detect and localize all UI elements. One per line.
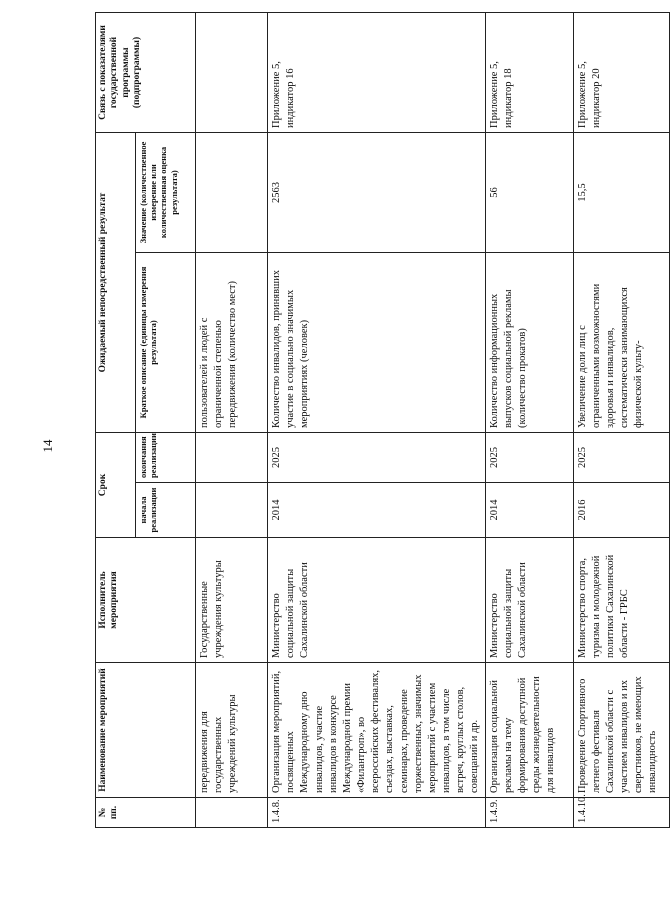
table-row: [573, 13, 669, 828]
row-link: [196, 13, 268, 133]
header-name: Наименование мероприятий: [96, 663, 196, 798]
row-link: Приложение 5, индикатор 16: [268, 13, 486, 133]
row-desc: пользователей и людей с ограниченной степенью передвижения (количество мест): [196, 253, 268, 433]
table-row: [196, 13, 268, 828]
row-desc: Увеличение доли лиц с ограниченными возможностями здоровья и инвалидов, систематически занимающихся физической культу-: [573, 253, 669, 433]
row-num: 1.4.8.: [268, 798, 486, 828]
header-term-start: начала реализации: [136, 483, 196, 538]
row-executor: Государственные учреждения культуры: [196, 538, 268, 663]
row-num: [196, 798, 268, 828]
row-name: передвижения для государственных учреждений культуры: [196, 663, 268, 798]
row-start: 2016: [573, 483, 669, 538]
measures-table: [95, 12, 670, 828]
header-executor: Исполнитель мероприятия: [96, 538, 196, 663]
row-value: [196, 133, 268, 253]
row-start: 2014: [485, 483, 573, 538]
row-value: 2563: [268, 133, 486, 253]
row-desc: Количество инвалидов, принявших участие в социально значимых мероприятиях (человек): [268, 253, 486, 433]
row-link: Приложение 5, индикатор 18: [485, 13, 573, 133]
row-name: Организация социальной рекламы на тему формирования доступной среды жизнедеятельности для инвалидов: [485, 663, 573, 798]
row-link: Приложение 5, индикатор 20: [573, 13, 669, 133]
row-num: 1.4.10.: [573, 798, 669, 828]
row-name: Организация мероприятий, посвященных Международному дню инвалидов, участие инвалидов в конкурсе Международной премии «Филантроп», во всероссийских фестивалях, съездах, выставках, семинарах, проведение торжественных, значимых мероприятий с участием инвалидов, в том числе встреч, круглых столов, совещаний и др.: [268, 663, 486, 798]
row-num: 1.4.9.: [485, 798, 573, 828]
row-value: 15,5: [573, 133, 669, 253]
row-end: 2025: [268, 433, 486, 483]
row-value: 56: [485, 133, 573, 253]
header-row-1: [96, 13, 136, 828]
header-num: № пп.: [96, 798, 196, 828]
row-executor: Министерство социальной защиты Сахалинской области: [485, 538, 573, 663]
row-desc: Количество информационных выпусков социальной рекламы (количество прокатов): [485, 253, 573, 433]
header-term-end: окончания реализации: [136, 433, 196, 483]
header-term: Срок: [96, 433, 136, 538]
table-row: [268, 13, 486, 828]
row-name: Проведение Спортивного летнего фестиваля Сахалинской области с участием инвалидов и их сверстников, не имеющих инвалидность: [573, 663, 669, 798]
measures-table-sheet: [95, 13, 659, 828]
row-end: [196, 433, 268, 483]
row-end: 2025: [573, 433, 669, 483]
row-executor: Министерство социальной защиты Сахалинской области: [268, 538, 486, 663]
header-result-value: Значение (количественное измерение или количественная оценка результата): [136, 133, 196, 253]
row-end: 2025: [485, 433, 573, 483]
row-executor: Министерство спорта, туризма и молодежной политики Сахалинской области - ГРБС: [573, 538, 669, 663]
table-row: [485, 13, 573, 828]
header-result-desc: Краткое описание (единицы измерения результата): [136, 253, 196, 433]
row-start: 2014: [268, 483, 486, 538]
header-link: Связь с показателями государственной программы (подпрограммы): [96, 13, 196, 133]
row-start: [196, 483, 268, 538]
page-number: 14: [40, 439, 55, 453]
header-result: Ожидаемый непосредственный результат: [96, 133, 136, 433]
